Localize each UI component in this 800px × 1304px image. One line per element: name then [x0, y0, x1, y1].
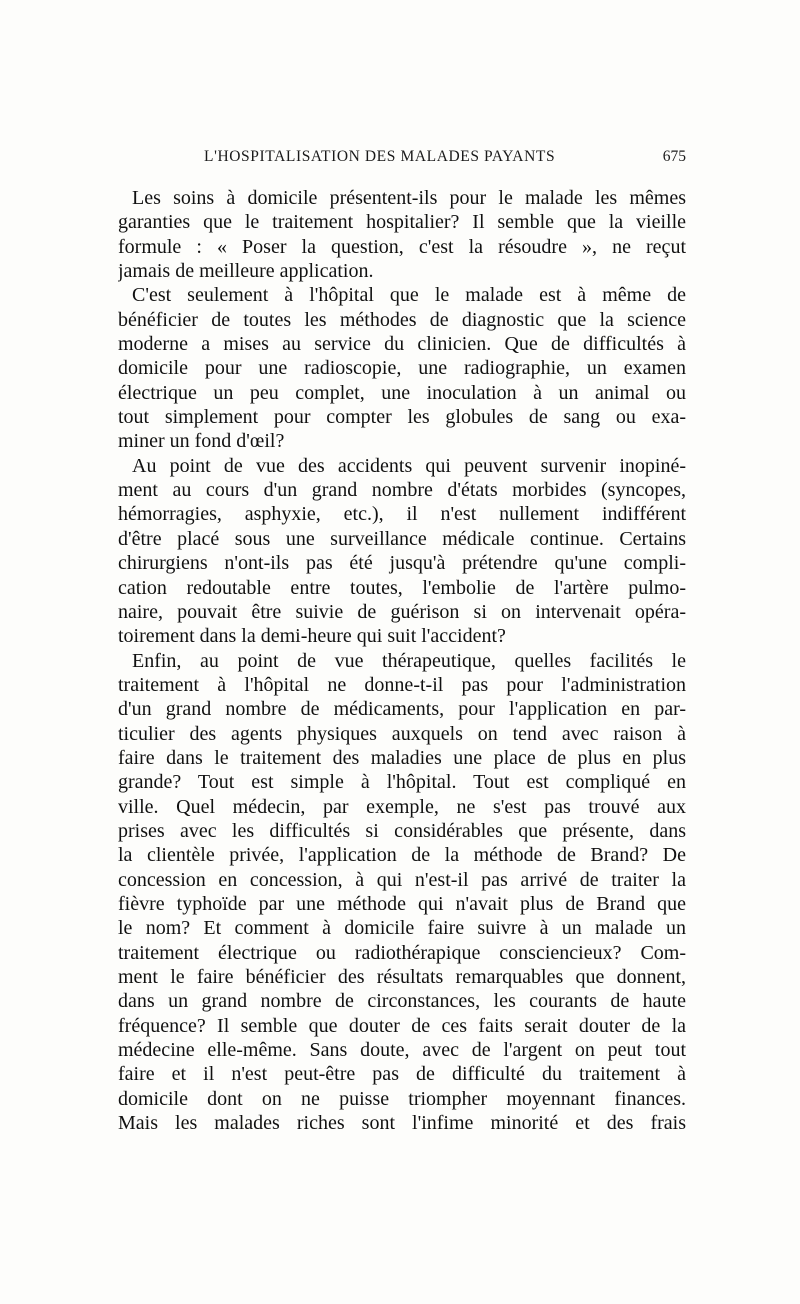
- paragraph-4: [118, 649, 686, 1136]
- text-line: concession en concession, à qui n'est-il pas arrivé de traiter la: [118, 868, 686, 891]
- text-line: domicile pour une radioscopie, une radiographie, un examen: [118, 357, 686, 380]
- text-line: hémorragies, asphyxie, etc.), il n'est nullement indifférent: [118, 503, 686, 526]
- text-line: traitement à l'hôpital ne donne-t-il pas pour l'administration: [118, 673, 686, 696]
- text-line: grande? Tout est simple à l'hôpital. Tout est compliqué en: [118, 771, 686, 794]
- text-line: ticulier des agents physiques auxquels on tend avec raison à: [118, 722, 686, 745]
- text-line: ment au cours d'un grand nombre d'états morbides (syncopes,: [118, 479, 686, 502]
- text-line: Enfin, au point de vue thérapeutique, quelles facilités le: [132, 649, 686, 672]
- text-line: Mais les malades riches sont l'infime minorité et des frais: [118, 1112, 686, 1135]
- body-text: [118, 186, 686, 1135]
- text-line: jamais de meilleure application.: [118, 260, 374, 283]
- text-line: d'un grand nombre de médicaments, pour l'application en par-: [118, 698, 686, 721]
- text-line: naire, pouvait être suivie de guérison si on intervenait opéra-: [118, 600, 686, 623]
- text-line: Au point de vue des accidents qui peuvent survenir inopiné-: [132, 454, 686, 477]
- text-line: faire et il n'est peut-être pas de difficulté du traitement à: [118, 1063, 686, 1086]
- text-line: fièvre typhoïde par une méthode qui n'avait plus de Brand que: [118, 892, 686, 915]
- text-line: cation redoutable entre toutes, l'embolie de l'artère pulmo-: [118, 576, 686, 599]
- text-line: domicile dont on ne puisse triompher moyennant finances.: [118, 1087, 686, 1110]
- running-head: [118, 148, 686, 172]
- text-line: garanties que le traitement hospitalier? Il semble que la vieille: [118, 211, 686, 234]
- text-line: faire dans le traitement des maladies une place de plus en plus: [118, 746, 686, 769]
- text-line: Les soins à domicile présentent-ils pour le malade les mêmes: [132, 187, 686, 209]
- text-line: toirement dans la demi-heure qui suit l'accident?: [118, 625, 506, 648]
- text-line: C'est seulement à l'hôpital que le malade est à même de: [132, 284, 686, 307]
- text-line: bénéficier de toutes les méthodes de diagnostic que la science: [118, 308, 686, 331]
- running-title: L'HOSPITALISATION DES MALADES PAYANTS: [204, 148, 556, 165]
- text-line: chirurgiens n'ont-ils pas été jusqu'à prétendre qu'une compli-: [118, 552, 686, 575]
- text-line: fréquence? Il semble que douter de ces faits serait douter de la: [118, 1014, 686, 1037]
- text-line: miner un fond d'œil?: [118, 430, 285, 453]
- text-line: traitement électrique ou radiothérapique consciencieux? Com-: [118, 941, 686, 964]
- paragraph-3: [118, 454, 686, 649]
- text-line: la clientèle privée, l'application de la méthode de Brand? De: [118, 844, 686, 867]
- text-line: d'être placé sous une surveillance médicale continue. Certains: [118, 527, 686, 550]
- page-number: 675: [662, 148, 686, 165]
- text-line: médecine elle-même. Sans doute, avec de l'argent on peut tout: [118, 1039, 686, 1062]
- paragraph-1: [118, 186, 686, 283]
- text-line: électrique un peu complet, une inoculation à un animal ou: [118, 381, 686, 404]
- text-line: le nom? Et comment à domicile faire suivre à un malade un: [118, 917, 686, 940]
- text-line: ville. Quel médecin, par exemple, ne s'est pas trouvé aux: [118, 795, 686, 818]
- paragraph-2: [118, 283, 686, 453]
- text-line: moderne a mises au service du clinicien. Que de difficultés à: [118, 333, 686, 356]
- text-line: prises avec les difficultés si considérables que présente, dans: [118, 819, 686, 842]
- text-line: ment le faire bénéficier des résultats remarquables que donnent,: [118, 966, 686, 988]
- text-line: formule : « Poser la question, c'est la résoudre », ne reçut: [118, 235, 686, 258]
- text-line: dans un grand nombre de circonstances, les courants de haute: [118, 990, 686, 1013]
- text-line: tout simplement pour compter les globules de sang ou exa-: [118, 406, 686, 429]
